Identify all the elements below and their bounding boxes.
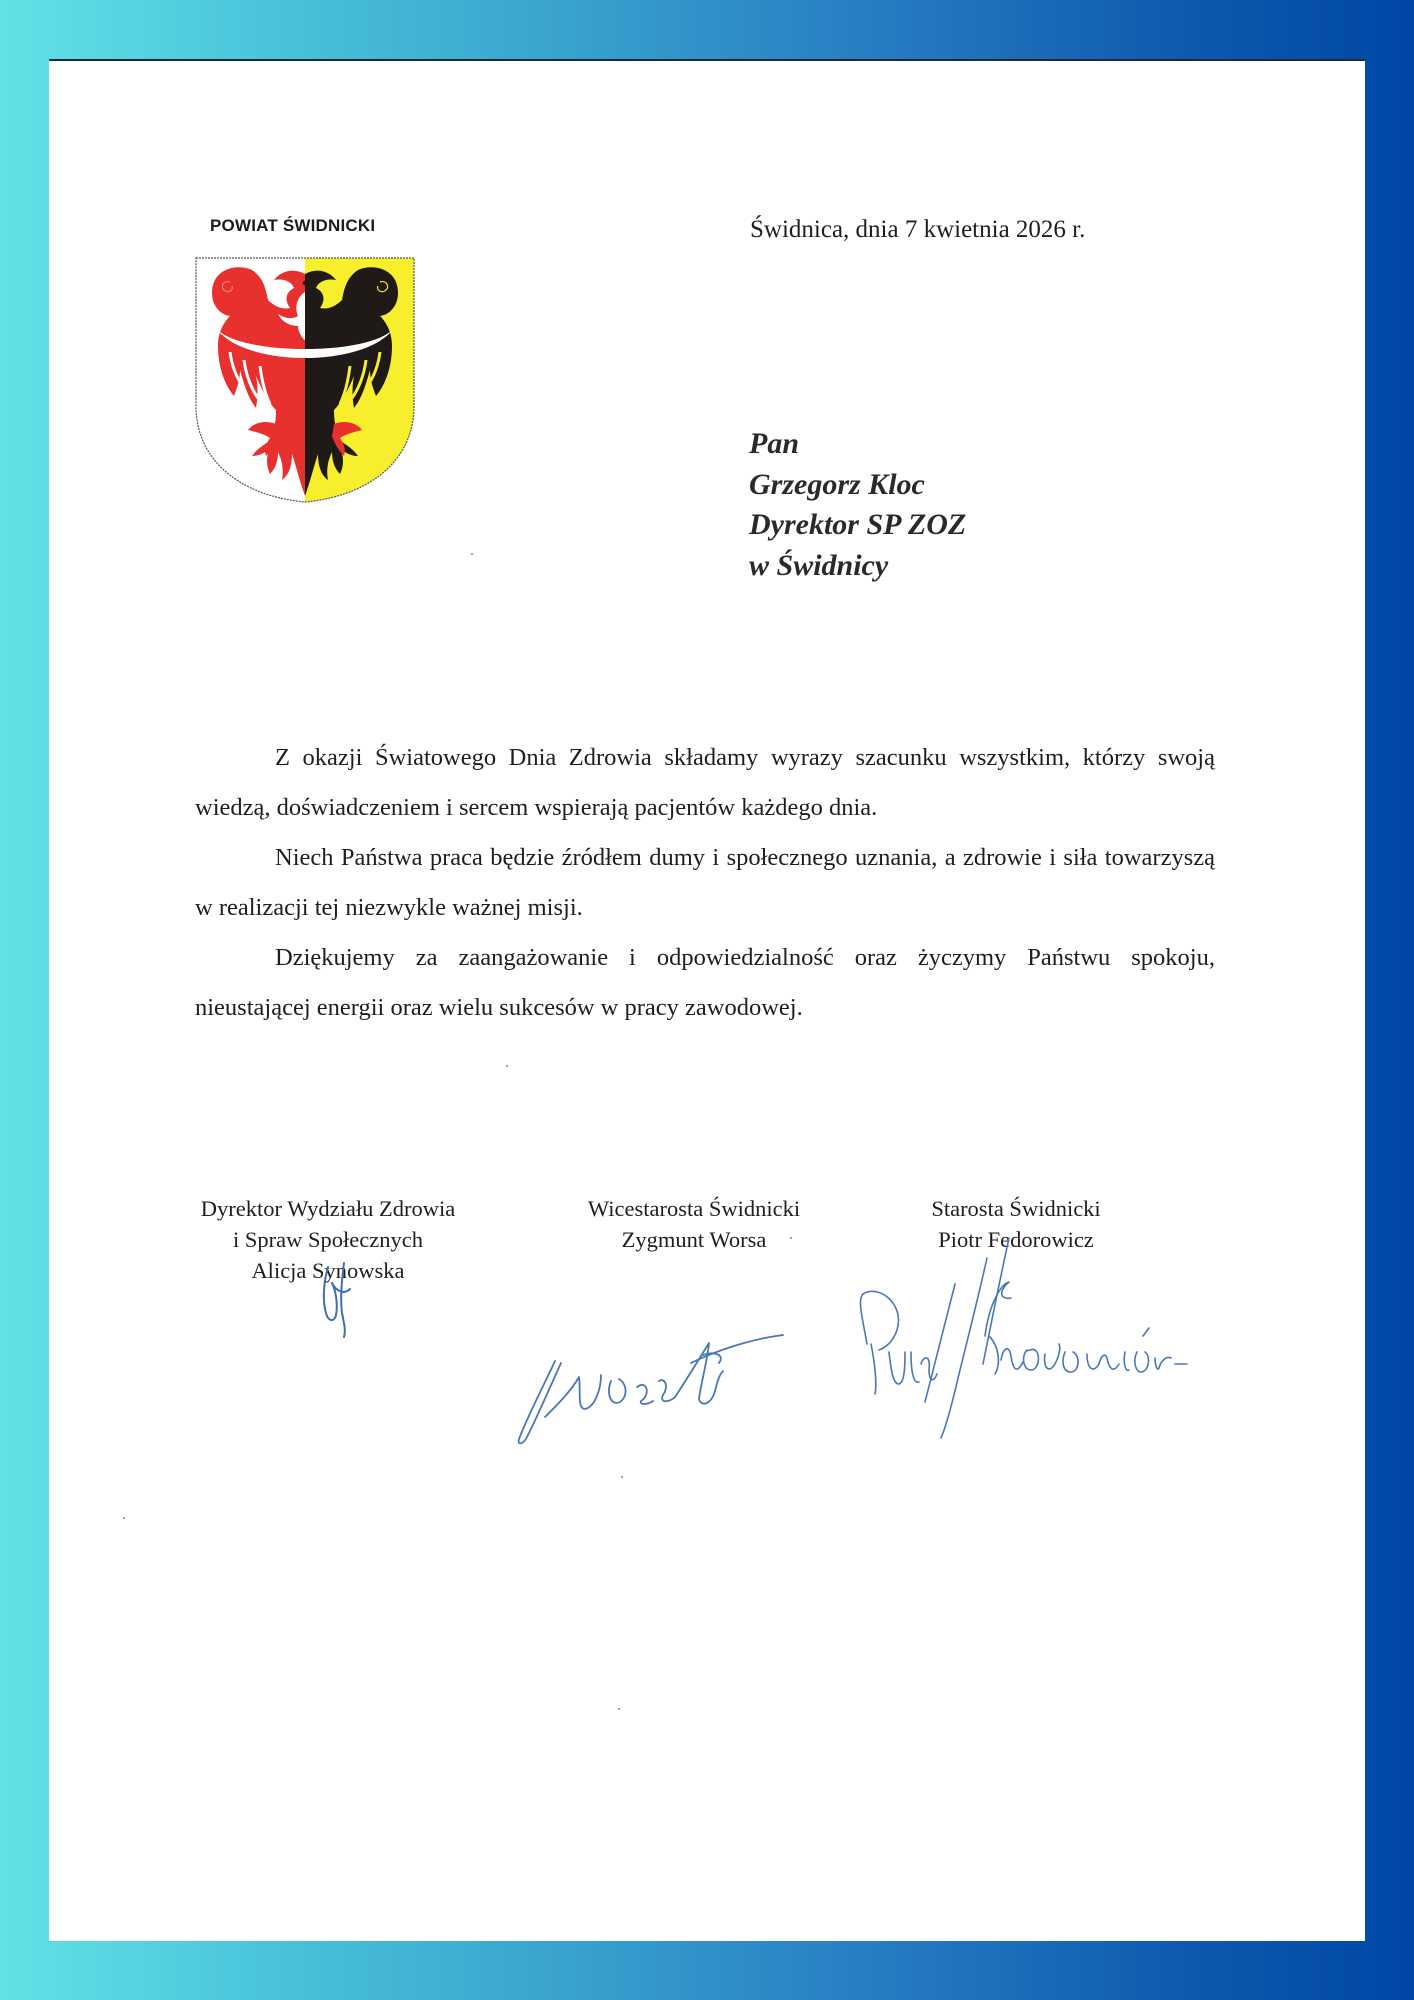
letter-date: Świdnica, dnia 7 kwietnia 2026 r. [750,216,1086,243]
signatory-title: Wicestarosta Świdnicki [587,1196,801,1221]
letter-body [195,733,1215,1033]
signatory-title: Starosta Świdnicki [931,1196,1101,1221]
signatory-title: Dyrektor Wydziału Zdrowia [200,1196,456,1221]
scan-speck [123,1517,125,1519]
recipient-position: Dyrektor SP ZOZ [749,508,967,541]
handwritten-signature-worsa [515,1321,905,1451]
header-label: POWIAT ŚWIDNICKI [210,216,376,235]
letter-page [49,59,1365,1941]
scan-speck [506,1065,508,1067]
scan-speck [790,1237,792,1239]
scan-speck [471,553,473,555]
recipient-salutation: Pan [749,427,800,460]
signatory-starost [858,1193,1174,1255]
scan-speck [618,1708,620,1710]
body-paragraph: Dziękujemy za zaangażowanie i odpowiedzialność oraz życzymy Państwu spokoju, nieustającej energii oraz wielu sukcesów w pracy zawodowej. [195,944,1215,1021]
coat-of-arms-eagle-icon [194,256,416,504]
recipient-block [749,424,966,586]
signatory-vice-starost [536,1193,852,1255]
signatory-name: Zygmunt Worsa [621,1227,767,1252]
handwritten-signature-fedorowicz [849,1224,1229,1444]
recipient-location: w Świdnicy [749,548,889,582]
recipient-name: Grzegorz Kloc [749,467,925,501]
signatory-name: Piotr Fedorowicz [938,1227,1094,1252]
signatory-health-director [169,1193,487,1286]
body-paragraph: Niech Państwa praca będzie źródłem dumy i społecznego uznania, a zdrowie i siła towarzyszą w realizacji tej niezwykle ważnej misji. [195,844,1215,921]
scan-speck [621,1476,623,1478]
body-paragraph: Z okazji Światowego Dnia Zdrowia składamy wyrazy szacunku wszystkim, którzy swoją wiedzą, doświadczeniem i sercem wspierają pacjentów każdego dnia. [195,744,1215,821]
signatory-title: i Spraw Społecznych [233,1227,423,1252]
signatory-name: Alicja Synowska [251,1258,405,1283]
